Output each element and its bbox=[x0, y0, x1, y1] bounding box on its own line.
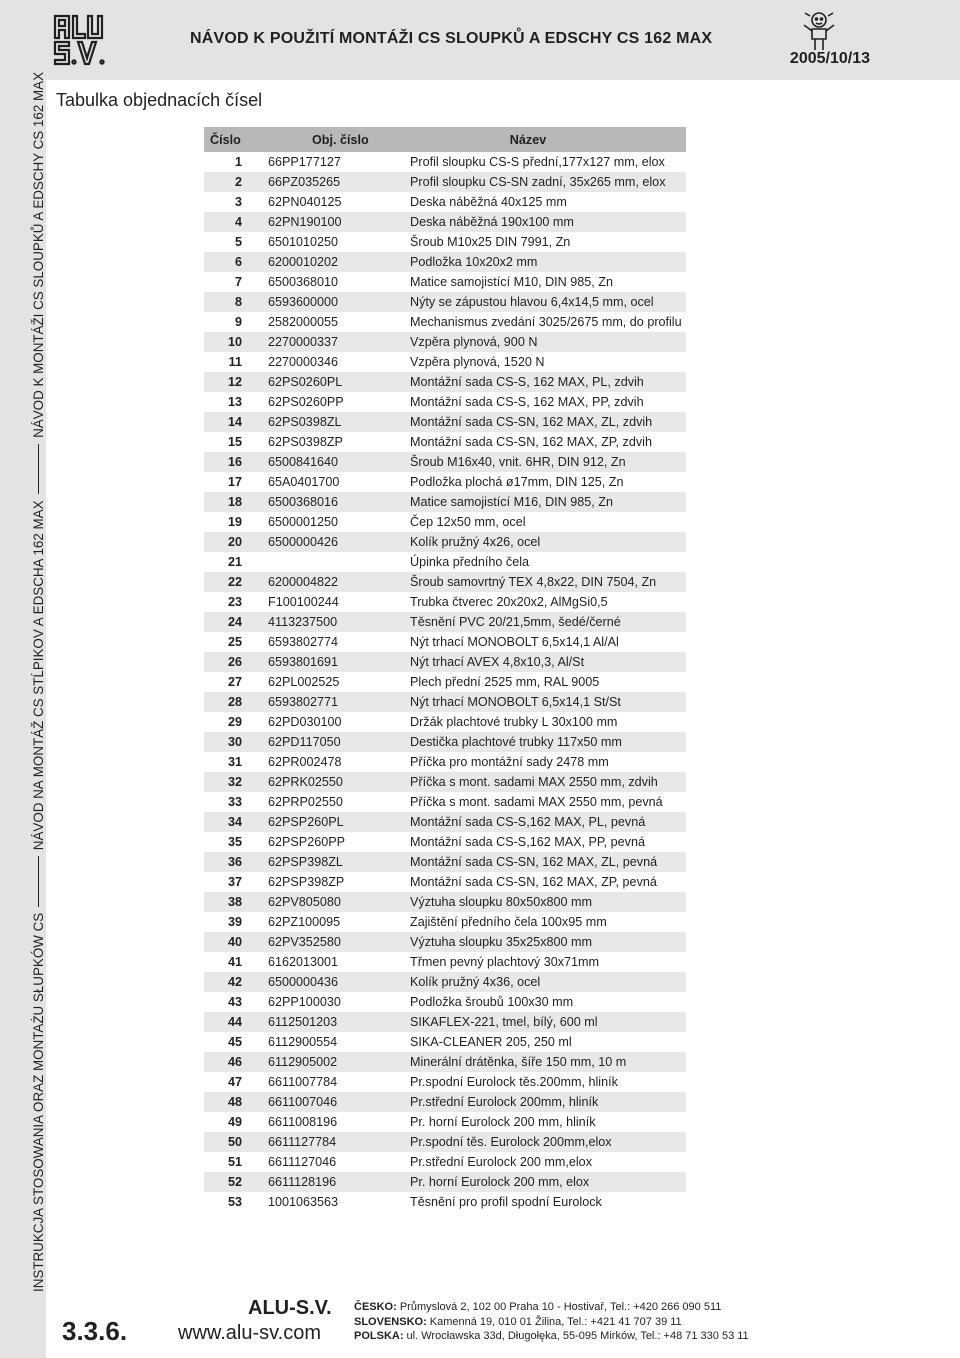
cell-number: 49 bbox=[227, 1115, 242, 1129]
cell-name: SIKAFLEX-221, tmel, bílý, 600 ml bbox=[410, 1012, 686, 1032]
cell-number: 24 bbox=[204, 612, 268, 632]
cell-name: Mechanismus zvedání 3025/2675 mm, do profilu bbox=[410, 315, 682, 329]
cell-order-number: 66PZ035265 bbox=[268, 172, 410, 192]
table-row bbox=[204, 532, 686, 552]
cell-number: 10 bbox=[204, 332, 268, 352]
cell-name: Zajištění předního čela 100x95 mm bbox=[410, 915, 607, 929]
table-row bbox=[204, 992, 686, 1012]
cell-order-number: 65A0401700 bbox=[268, 475, 340, 489]
table-row bbox=[204, 872, 686, 892]
cell-number: 15 bbox=[227, 435, 242, 449]
table-row bbox=[204, 832, 686, 852]
cell-number: 17 bbox=[227, 475, 242, 489]
table-row bbox=[204, 1072, 686, 1092]
table-row bbox=[204, 912, 686, 932]
cell-name: Šroub M10x25 DIN 7991, Zn bbox=[410, 235, 571, 249]
table-row bbox=[204, 552, 686, 572]
table-row bbox=[204, 1092, 686, 1112]
table-row bbox=[204, 752, 686, 772]
contact-country: SLOVENSKO: bbox=[354, 1315, 427, 1328]
cell-name: Pr. horní Eurolock 200 mm, hliník bbox=[410, 1115, 596, 1129]
cell-name: Třmen pevný plachtový 30x71mm bbox=[410, 955, 599, 969]
cell-order-number: 66PP177127 bbox=[268, 155, 341, 169]
table-row bbox=[204, 392, 686, 412]
cell-name: Montážní sada CS-SN, 162 MAX, ZP, zdvih bbox=[410, 435, 652, 449]
table-row bbox=[204, 972, 686, 992]
cell-number: 16 bbox=[204, 452, 268, 472]
cell-order-number: 62PSP260PP bbox=[268, 835, 346, 849]
cell-order-number bbox=[268, 552, 410, 572]
cell-number: 33 bbox=[227, 795, 242, 809]
cell-order-number: 6200010202 bbox=[268, 252, 410, 272]
cell-name: Trubka čtverec 20x20x2, AlMgSi0,5 bbox=[410, 595, 608, 609]
document-date: 2005/10/13 bbox=[789, 50, 870, 67]
cell-name: Čep 12x50 mm, ocel bbox=[410, 515, 526, 529]
table-row bbox=[204, 1012, 686, 1032]
cell-order-number: 6611127046 bbox=[268, 1155, 337, 1169]
cell-number: 52 bbox=[204, 1172, 268, 1192]
side-label-sk: NÁVOD NA MONTÁŽ CS STĹPIKOV A EDSCHA 162 MAX bbox=[31, 500, 46, 851]
cell-number: 21 bbox=[227, 555, 242, 569]
cell-number: 29 bbox=[227, 715, 242, 729]
alu-sv-logo-icon bbox=[52, 12, 108, 68]
cell-number: 19 bbox=[227, 515, 242, 529]
cell-name: Šroub samovrtný TEX 4,8x22, DIN 7504, Zn bbox=[410, 572, 686, 592]
table-row bbox=[204, 932, 686, 952]
cell-number: 6 bbox=[204, 252, 268, 272]
cell-name: Držák plachtové trubky L 30x100 mm bbox=[410, 715, 618, 729]
cell-name: Nýt trhací MONOBOLT 6,5x14,1 Al/Al bbox=[410, 635, 619, 649]
cell-order-number: 62PR002478 bbox=[268, 755, 342, 769]
cell-number: 20 bbox=[204, 532, 268, 552]
side-label-pl: INSTRUKCJA STOSOWANIA ORAZ MONTAŻU SŁUPKÓW CS bbox=[31, 912, 46, 1292]
cell-number: 38 bbox=[204, 892, 268, 912]
cell-order-number: 6611128196 bbox=[268, 1172, 410, 1192]
table-body bbox=[204, 152, 686, 1212]
document-title: NÁVOD K POUŽITÍ MONTÁŽI CS SLOUPKŮ A EDSCHY CS 162 MAX bbox=[190, 30, 713, 47]
page-number: 3.3.6. bbox=[62, 1316, 128, 1346]
cell-order-number: 6593802771 bbox=[268, 692, 410, 712]
cell-order-number: 62PN040125 bbox=[268, 195, 342, 209]
cell-number: 27 bbox=[227, 675, 242, 689]
table-row bbox=[204, 492, 686, 512]
cell-number: 32 bbox=[204, 772, 268, 792]
column-header-name: Název bbox=[410, 127, 686, 152]
contact-line bbox=[354, 1329, 749, 1344]
contact-country: ČESKO: bbox=[354, 1301, 397, 1313]
cell-order-number: 62PSP398ZP bbox=[268, 875, 345, 889]
cell-name: Pr. horní Eurolock 200 mm, elox bbox=[410, 1172, 686, 1192]
cell-name: Šroub M16x40, vnit. 6HR, DIN 912, Zn bbox=[410, 452, 686, 472]
contact-address: Kamenná 19, 010 01 Žilina, Tel.: +421 41 707 39 11 bbox=[426, 1315, 682, 1328]
cell-number: 11 bbox=[228, 355, 242, 369]
footer-website-link[interactable]: www.alu-sv.com bbox=[178, 1322, 321, 1344]
footer-contacts bbox=[354, 1300, 749, 1344]
table-row bbox=[204, 712, 686, 732]
cell-number: 35 bbox=[227, 835, 242, 849]
cell-number: 51 bbox=[227, 1155, 242, 1169]
side-labels bbox=[31, 72, 46, 1292]
cell-name: Vzpěra plynová, 900 N bbox=[410, 332, 686, 352]
cell-number: 53 bbox=[227, 1195, 242, 1209]
cell-number: 12 bbox=[204, 372, 268, 392]
cell-name: Příčka s mont. sadami MAX 2550 mm, pevná bbox=[410, 795, 663, 809]
cell-name: Matice samojistící M10, DIN 985, Zn bbox=[410, 275, 613, 289]
cell-order-number: 6593801691 bbox=[268, 652, 410, 672]
cell-order-number: 62PV805080 bbox=[268, 892, 410, 912]
column-header-order-number: Obj. číslo bbox=[268, 127, 410, 152]
cell-name: Profil sloupku CS-S přední,177x127 mm, elox bbox=[410, 155, 665, 169]
table-row bbox=[204, 272, 686, 292]
cell-number: 25 bbox=[227, 635, 242, 649]
cell-name: Profil sloupku CS-SN zadní, 35x265 mm, elox bbox=[410, 172, 686, 192]
cell-number: 40 bbox=[204, 932, 268, 952]
cell-order-number: 62PP100030 bbox=[268, 995, 341, 1009]
table-row bbox=[204, 1032, 686, 1052]
cell-order-number: 62PRP02550 bbox=[268, 795, 343, 809]
cell-order-number: 6611007046 bbox=[268, 1092, 410, 1112]
table-row bbox=[204, 1112, 686, 1132]
cell-name: Matice samojistící M16, DIN 985, Zn bbox=[410, 492, 686, 512]
table-row bbox=[204, 612, 686, 632]
cell-order-number: 6500368010 bbox=[268, 275, 339, 289]
cell-number: 42 bbox=[204, 972, 268, 992]
section-title: Tabulka objednacích čísel bbox=[56, 90, 263, 110]
cell-order-number: 6162013001 bbox=[268, 955, 339, 969]
cell-name: Kolík pružný 4x36, ocel bbox=[410, 972, 686, 992]
cell-name: Kolík pružný 4x26, ocel bbox=[410, 532, 686, 552]
cell-name: Nýt trhací AVEX 4,8x10,3, Al/St bbox=[410, 652, 686, 672]
cell-number: 18 bbox=[204, 492, 268, 512]
table-row bbox=[204, 812, 686, 832]
cell-order-number: F100100244 bbox=[268, 595, 339, 609]
cell-number: 4 bbox=[204, 212, 268, 232]
cell-order-number: 6593802774 bbox=[268, 635, 339, 649]
cell-number: 5 bbox=[234, 235, 242, 249]
side-divider bbox=[38, 444, 39, 495]
table-row bbox=[204, 1172, 686, 1192]
cell-order-number: 6112900554 bbox=[268, 1035, 338, 1049]
cell-order-number: 62PSP398ZL bbox=[268, 852, 410, 872]
table-row bbox=[204, 632, 686, 652]
cell-order-number: 4113237500 bbox=[268, 612, 410, 632]
cell-number: 47 bbox=[227, 1075, 242, 1089]
column-header-number: Číslo bbox=[204, 127, 268, 152]
cell-name: Příčka pro montážní sady 2478 mm bbox=[410, 755, 609, 769]
cell-name: Pr.spodní těs. Eurolock 200mm,elox bbox=[410, 1132, 686, 1152]
table-row bbox=[204, 312, 686, 332]
table-row bbox=[204, 452, 686, 472]
table-row bbox=[204, 572, 686, 592]
table-row bbox=[204, 792, 686, 812]
cell-number: 39 bbox=[227, 915, 242, 929]
table-row bbox=[204, 332, 686, 352]
contact-country: POLSKA: bbox=[354, 1330, 404, 1342]
cell-name: Pr.spodní Eurolock těs.200mm, hliník bbox=[410, 1075, 618, 1089]
cell-order-number: 62PZ100095 bbox=[268, 915, 341, 929]
cell-order-number: 6501010250 bbox=[268, 235, 339, 249]
table-row bbox=[204, 892, 686, 912]
cell-name: Podložka plochá ø17mm, DIN 125, Zn bbox=[410, 475, 624, 489]
cell-number: 44 bbox=[204, 1012, 268, 1032]
cell-name: Montážní sada CS-S,162 MAX, PL, pevná bbox=[410, 812, 686, 832]
cell-number: 37 bbox=[227, 875, 242, 889]
contact-line bbox=[354, 1315, 749, 1330]
cell-name: Montážní sada CS-S,162 MAX, PP, pevná bbox=[410, 835, 645, 849]
cell-name: Montážní sada CS-S, 162 MAX, PL, zdvih bbox=[410, 372, 686, 392]
cell-order-number: 6500841640 bbox=[268, 452, 410, 472]
table-row bbox=[204, 412, 686, 432]
cell-order-number: 6593600000 bbox=[268, 292, 410, 312]
table-row bbox=[204, 472, 686, 492]
table-row bbox=[204, 292, 686, 312]
cell-order-number: 6611127784 bbox=[268, 1132, 410, 1152]
cell-name: Destička plachtové trubky 117x50 mm bbox=[410, 732, 686, 752]
cell-number: 28 bbox=[204, 692, 268, 712]
cell-number: 1 bbox=[234, 155, 242, 169]
cell-number: 13 bbox=[227, 395, 242, 409]
cell-number: 14 bbox=[204, 412, 268, 432]
cell-name: Výztuha sloupku 35x25x800 mm bbox=[410, 932, 686, 952]
cell-number: 26 bbox=[204, 652, 268, 672]
cell-order-number: 62PS0398ZL bbox=[268, 412, 410, 432]
cell-name: Nýty se zápustou hlavou 6,4x14,5 mm, ocel bbox=[410, 292, 686, 312]
table-row bbox=[204, 1052, 686, 1072]
cell-order-number: 6500368016 bbox=[268, 492, 410, 512]
cell-name: Těsnění pro profil spodní Eurolock bbox=[410, 1195, 602, 1209]
cell-name: Pr.střední Eurolock 200mm, hliník bbox=[410, 1092, 686, 1112]
cell-name: Deska náběžná 40x125 mm bbox=[410, 195, 567, 209]
cell-order-number: 62PD117050 bbox=[268, 732, 410, 752]
cell-order-number: 62PS0260PL bbox=[268, 372, 410, 392]
cell-number: 36 bbox=[204, 852, 268, 872]
cell-order-number: 62PL002525 bbox=[268, 675, 340, 689]
cell-name: Montážní sada CS-SN, 162 MAX, ZP, pevná bbox=[410, 875, 657, 889]
table-row bbox=[204, 232, 686, 252]
cell-number: 43 bbox=[227, 995, 242, 1009]
table-row bbox=[204, 192, 686, 212]
cell-number: 7 bbox=[234, 275, 242, 289]
contact-address: Průmyslová 2, 102 00 Praha 10 - Hostivař, Tel.: +420 266 090 511 bbox=[396, 1301, 722, 1313]
table-row bbox=[204, 652, 686, 672]
cell-name: Podložka šroubů 100x30 mm bbox=[410, 995, 574, 1009]
cell-order-number: 62PRK02550 bbox=[268, 772, 410, 792]
cell-name: Těsnění PVC 20/21,5mm, šedé/černé bbox=[410, 612, 686, 632]
cell-number: 41 bbox=[227, 955, 242, 969]
side-divider bbox=[38, 856, 39, 907]
cell-order-number: 6112905002 bbox=[268, 1052, 410, 1072]
cell-name: Podložka 10x20x2 mm bbox=[410, 252, 686, 272]
table-row bbox=[204, 592, 686, 612]
table-row bbox=[204, 1152, 686, 1172]
cell-order-number: 62PV352580 bbox=[268, 932, 410, 952]
side-label-cz: NÁVOD K MONTÁŽI CS SLOUPKŮ A EDSCHY CS 162 MAX bbox=[31, 71, 46, 438]
cell-name: Plech přední 2525 mm, RAL 9005 bbox=[410, 675, 600, 689]
cell-order-number: 1001063563 bbox=[268, 1195, 339, 1209]
cell-order-number: 2582000055 bbox=[268, 315, 339, 329]
table-row bbox=[204, 172, 686, 192]
cell-number: 45 bbox=[227, 1035, 242, 1049]
cell-number: 3 bbox=[234, 195, 242, 209]
table-row bbox=[204, 1192, 686, 1212]
cell-order-number: 6611007784 bbox=[268, 1075, 338, 1089]
cell-name: Vzpěra plynová, 1520 N bbox=[410, 355, 545, 369]
cell-number: 22 bbox=[204, 572, 268, 592]
cell-order-number: 2270000346 bbox=[268, 355, 339, 369]
table-row bbox=[204, 692, 686, 712]
cell-name: SIKA-CLEANER 205, 250 ml bbox=[410, 1035, 572, 1049]
cell-number: 46 bbox=[204, 1052, 268, 1072]
table-row bbox=[204, 152, 686, 172]
table-row bbox=[204, 512, 686, 532]
cell-number: 30 bbox=[204, 732, 268, 752]
cell-order-number: 6500000436 bbox=[268, 972, 410, 992]
cell-name: Pr.střední Eurolock 200 mm,elox bbox=[410, 1155, 592, 1169]
table-row bbox=[204, 352, 686, 372]
cell-number: 31 bbox=[227, 755, 242, 769]
cell-order-number: 62PN190100 bbox=[268, 212, 410, 232]
cell-order-number: 6112501203 bbox=[268, 1012, 410, 1032]
cell-number: 34 bbox=[204, 812, 268, 832]
cell-number: 2 bbox=[204, 172, 268, 192]
cell-number: 8 bbox=[204, 292, 268, 312]
cell-order-number: 62PS0260PP bbox=[268, 395, 344, 409]
cell-name: Montážní sada CS-SN, 162 MAX, ZL, pevná bbox=[410, 852, 686, 872]
cell-order-number: 62PD030100 bbox=[268, 715, 342, 729]
mascot-icon bbox=[800, 10, 838, 52]
cell-order-number: 6611008196 bbox=[268, 1115, 338, 1129]
table-row bbox=[204, 672, 686, 692]
table-row bbox=[204, 732, 686, 752]
cell-order-number: 2270000337 bbox=[268, 332, 410, 352]
table-row bbox=[204, 772, 686, 792]
cell-number: 48 bbox=[204, 1092, 268, 1112]
cell-name: Úpinka předního čela bbox=[410, 555, 530, 569]
cell-name: Deska náběžná 190x100 mm bbox=[410, 212, 686, 232]
table-row bbox=[204, 952, 686, 972]
table-header-row bbox=[204, 127, 686, 152]
table-row bbox=[204, 212, 686, 232]
contact-address: ul. Wrocławska 33d, Długołęka, 55-095 Mirków, Tel.: +48 71 330 53 11 bbox=[403, 1330, 749, 1342]
table-row bbox=[204, 1132, 686, 1152]
cell-order-number: 62PSP260PL bbox=[268, 812, 410, 832]
cell-name: Nýt trhací MONOBOLT 6,5x14,1 St/St bbox=[410, 692, 686, 712]
table-row bbox=[204, 252, 686, 272]
cell-order-number: 6500000426 bbox=[268, 532, 410, 552]
cell-name: Montážní sada CS-S, 162 MAX, PP, zdvih bbox=[410, 395, 644, 409]
table-row bbox=[204, 852, 686, 872]
contact-line bbox=[354, 1300, 749, 1315]
cell-number: 23 bbox=[227, 595, 242, 609]
cell-name: Příčka s mont. sadami MAX 2550 mm, zdvih bbox=[410, 772, 686, 792]
footer-brand: ALU-S.V. bbox=[248, 1297, 332, 1319]
cell-name: Výztuha sloupku 80x50x800 mm bbox=[410, 892, 686, 912]
cell-order-number: 6500001250 bbox=[268, 515, 339, 529]
parts-table bbox=[204, 127, 686, 1212]
cell-name: Minerální drátěnka, šíře 150 mm, 10 m bbox=[410, 1052, 686, 1072]
table-row bbox=[204, 432, 686, 452]
cell-order-number: 62PS0398ZP bbox=[268, 435, 343, 449]
cell-number: 50 bbox=[204, 1132, 268, 1152]
cell-name: Montážní sada CS-SN, 162 MAX, ZL, zdvih bbox=[410, 412, 686, 432]
table-row bbox=[204, 372, 686, 392]
cell-number: 9 bbox=[234, 315, 242, 329]
cell-order-number: 6200004822 bbox=[268, 572, 410, 592]
